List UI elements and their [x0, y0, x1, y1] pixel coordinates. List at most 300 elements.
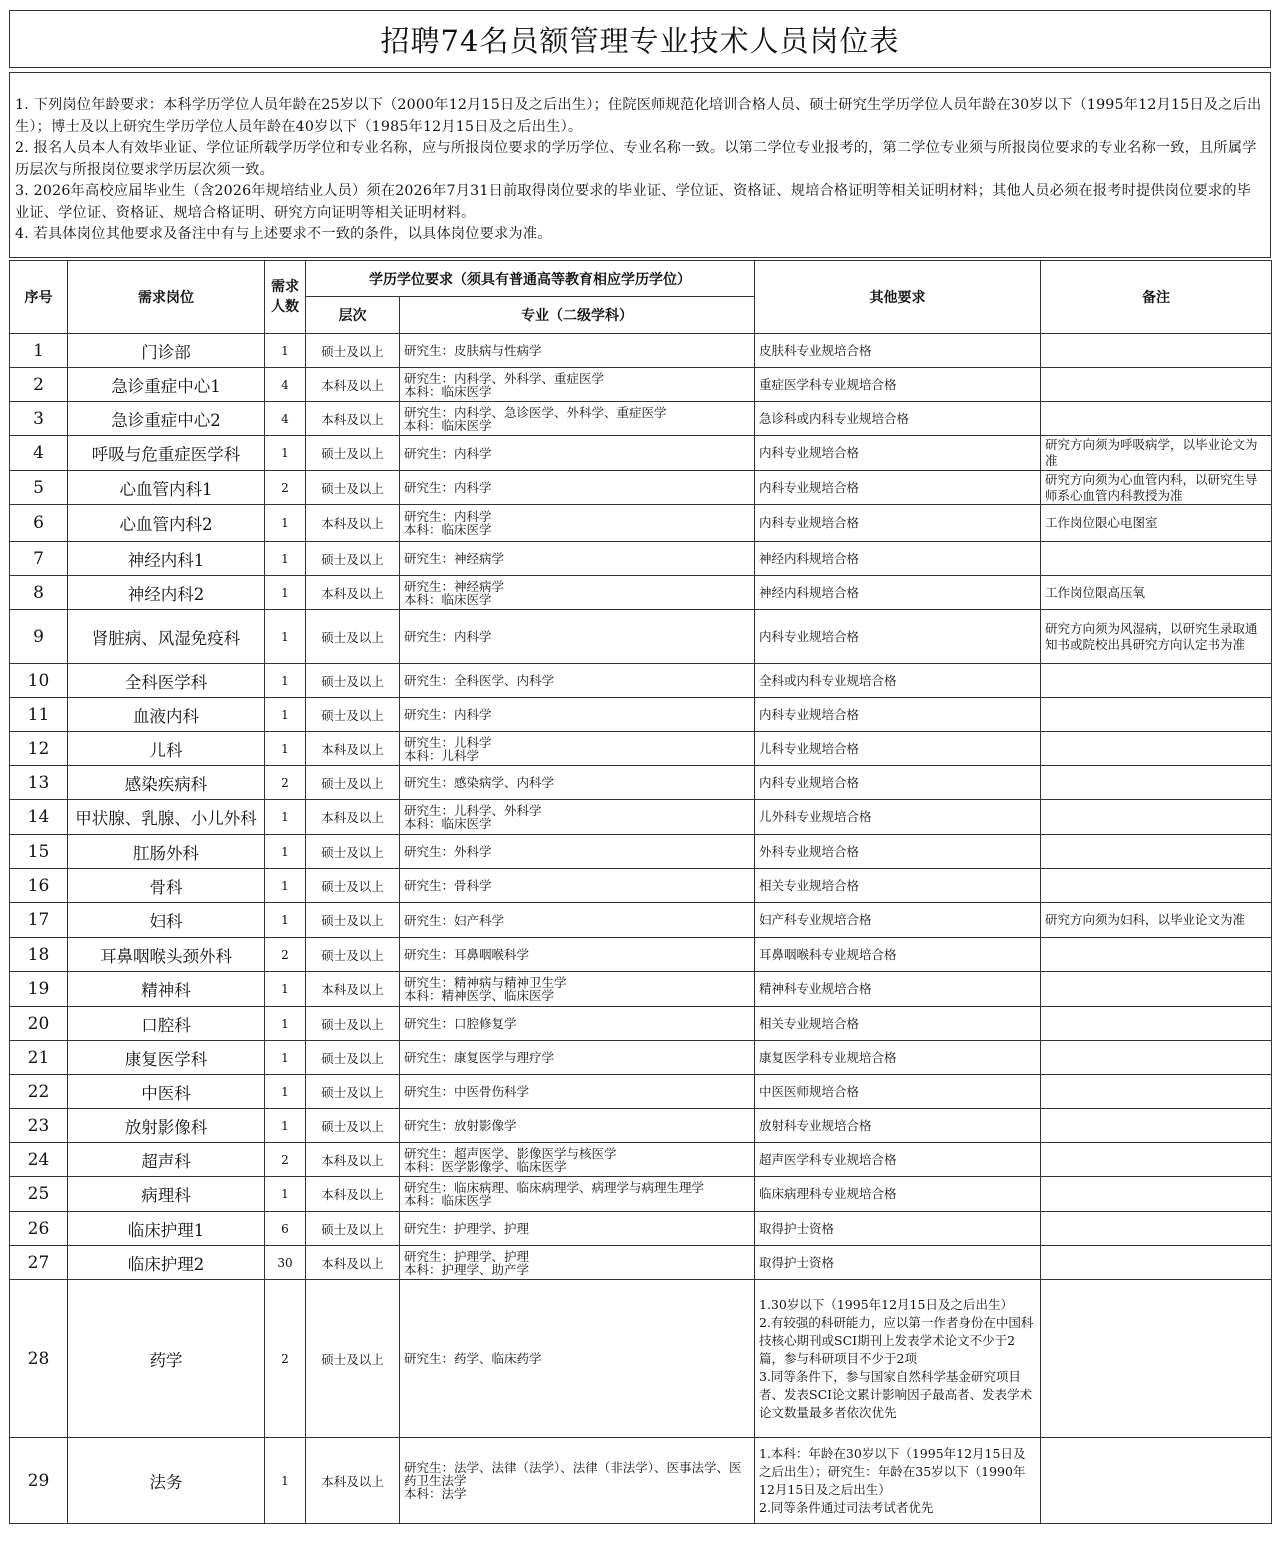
- row-other-requirements: [755, 505, 1041, 542]
- row-remark: [1041, 1007, 1272, 1041]
- requirement-line: 取得护士资格: [759, 1254, 835, 1270]
- major-line: 研究生：内科学: [404, 707, 492, 722]
- row-number: 10: [10, 664, 68, 698]
- row-number: 28: [10, 1280, 68, 1438]
- table-row: [10, 610, 1272, 664]
- row-remark: [1041, 1109, 1272, 1143]
- row-level: 硕士及以上: [306, 835, 400, 869]
- table-row: [10, 436, 1272, 471]
- row-remark: 研究方向须为呼吸病学，以毕业论文为准: [1041, 436, 1272, 471]
- requirement-line: 临床病理科专业规培合格: [759, 1186, 897, 1201]
- row-level: 硕士及以上: [306, 334, 400, 368]
- header-edu: 学历学位要求（须具有普通高等教育相应学历学位）: [306, 261, 755, 297]
- row-remark: [1041, 1075, 1272, 1109]
- row-post: 儿科: [68, 732, 265, 766]
- row-major: [400, 835, 755, 869]
- row-major: [400, 576, 755, 610]
- row-count: 2: [265, 471, 306, 505]
- requirement-line: 内科专业规培合格: [759, 479, 860, 495]
- row-number: 11: [10, 698, 68, 732]
- major-line: 本科：临床医学: [404, 383, 492, 399]
- row-number: 5: [10, 471, 68, 505]
- row-other-requirements: [755, 1280, 1041, 1438]
- row-remark: [1041, 835, 1272, 869]
- table-row: [10, 1177, 1272, 1212]
- row-count: 6: [265, 1212, 306, 1246]
- row-count: 30: [265, 1246, 306, 1280]
- major-line: 本科：临床医学: [404, 417, 492, 433]
- table-row: [10, 471, 1272, 505]
- row-count: 1: [265, 1007, 306, 1041]
- row-other-requirements: [755, 1109, 1041, 1143]
- requirement-line: 内科专业规培合格: [759, 445, 860, 460]
- row-level: 硕士及以上: [306, 610, 400, 664]
- row-number: 1: [10, 334, 68, 368]
- row-remark: [1041, 938, 1272, 972]
- row-post: 肛肠外科: [68, 835, 265, 869]
- table-row: [10, 1075, 1272, 1109]
- row-count: 1: [265, 542, 306, 576]
- table-row: [10, 972, 1272, 1007]
- row-remark: 研究方向须为妇科，以毕业论文为准: [1041, 903, 1272, 938]
- row-other-requirements: [755, 869, 1041, 903]
- row-other-requirements: [755, 938, 1041, 972]
- row-level: 硕士及以上: [306, 1075, 400, 1109]
- major-line: 研究生：康复医学与理疗学: [404, 1050, 555, 1065]
- major-line: 研究生：精神病与精神卫生学: [404, 975, 567, 990]
- row-number: 12: [10, 732, 68, 766]
- row-remark: [1041, 732, 1272, 766]
- row-number: 20: [10, 1007, 68, 1041]
- table-row: [10, 835, 1272, 869]
- requirement-line: 儿科专业规培合格: [759, 740, 860, 756]
- table-row: [10, 1212, 1272, 1246]
- row-post: 血液内科: [68, 698, 265, 732]
- row-level: 本科及以上: [306, 368, 400, 402]
- row-post: 法务: [68, 1438, 265, 1524]
- row-count: 1: [265, 664, 306, 698]
- row-number: 27: [10, 1246, 68, 1280]
- major-line: 本科：临床医学: [404, 591, 492, 607]
- row-level: 硕士及以上: [306, 903, 400, 938]
- row-major: [400, 1109, 755, 1143]
- major-line: 研究生：内科学、急诊医学、外科学、重症医学: [404, 404, 667, 420]
- row-major: [400, 471, 755, 505]
- major-line: 研究生：法学、法律（法学）、法律（非法学）、医事法学、医药卫生法学: [404, 1460, 742, 1488]
- row-remark: [1041, 1143, 1272, 1177]
- requirement-line: 神经内科规培合格: [759, 550, 860, 566]
- row-number: 13: [10, 766, 68, 800]
- table-body: [10, 334, 1272, 1524]
- row-major: [400, 938, 755, 972]
- row-other-requirements: [755, 972, 1041, 1007]
- row-post: 放射影像科: [68, 1109, 265, 1143]
- row-level: 硕士及以上: [306, 698, 400, 732]
- row-major: [400, 1212, 755, 1246]
- requirement-line: 重症医学科专业规培合格: [759, 376, 897, 392]
- row-level: 本科及以上: [306, 402, 400, 436]
- row-post: 妇科: [68, 903, 265, 938]
- row-count: 2: [265, 938, 306, 972]
- row-count: 4: [265, 402, 306, 436]
- major-line: 研究生：妇产科学: [404, 912, 505, 928]
- row-count: 1: [265, 1041, 306, 1075]
- row-remark: [1041, 1212, 1272, 1246]
- row-major: [400, 334, 755, 368]
- major-line: 本科：临床医学: [404, 1193, 492, 1208]
- row-other-requirements: [755, 1143, 1041, 1177]
- row-level: 硕士及以上: [306, 1007, 400, 1041]
- row-post: 临床护理2: [68, 1246, 265, 1280]
- title-box: [9, 10, 1271, 68]
- requirement-line: 2.同等条件通过司法考试者优先: [759, 1499, 934, 1515]
- major-line: 本科：护理学、助产学: [404, 1261, 530, 1277]
- table-row: [10, 1109, 1272, 1143]
- row-major: [400, 972, 755, 1007]
- major-line: 研究生：神经病学: [404, 578, 505, 594]
- header-other: 其他要求: [755, 261, 1041, 334]
- major-line: 研究生：内科学: [404, 480, 492, 495]
- major-line: 研究生：外科学: [404, 844, 492, 859]
- row-remark: [1041, 368, 1272, 402]
- requirement-line: 中医医师规培合格: [759, 1083, 860, 1099]
- major-line: 研究生：内科学、外科学、重症医学: [404, 370, 605, 386]
- row-remark: [1041, 1246, 1272, 1280]
- row-major: [400, 664, 755, 698]
- row-remark: [1041, 972, 1272, 1007]
- row-other-requirements: [755, 610, 1041, 664]
- row-post: 耳鼻咽喉头颈外科: [68, 938, 265, 972]
- row-post: 药学: [68, 1280, 265, 1438]
- row-remark: [1041, 800, 1272, 835]
- row-post: 神经内科1: [68, 542, 265, 576]
- table-row: [10, 1041, 1272, 1075]
- requirement-line: 相关专业规培合格: [759, 877, 860, 893]
- header-no: 序号: [10, 261, 68, 334]
- row-number: 29: [10, 1438, 68, 1524]
- requirement-line: 内科专业规培合格: [759, 628, 860, 644]
- major-line: 研究生：皮肤病与性病学: [404, 343, 542, 358]
- row-level: 本科及以上: [306, 576, 400, 610]
- major-line: 本科：临床医学: [404, 522, 492, 537]
- row-count: 1: [265, 698, 306, 732]
- major-line: 研究生：中医骨伤科学: [404, 1084, 530, 1099]
- row-post: 甲状腺、乳腺、小儿外科: [68, 800, 265, 835]
- row-level: 硕士及以上: [306, 1280, 400, 1438]
- row-major: [400, 436, 755, 471]
- row-number: 23: [10, 1109, 68, 1143]
- requirement-line: 放射科专业规培合格: [759, 1117, 872, 1133]
- row-major: [400, 800, 755, 835]
- row-other-requirements: [755, 542, 1041, 576]
- row-count: 4: [265, 368, 306, 402]
- row-level: 硕士及以上: [306, 1041, 400, 1075]
- row-level: 硕士及以上: [306, 471, 400, 505]
- row-post: 骨科: [68, 869, 265, 903]
- row-post: 呼吸与危重症医学科: [68, 436, 265, 471]
- row-count: 1: [265, 903, 306, 938]
- row-remark: [1041, 334, 1272, 368]
- row-remark: [1041, 1438, 1272, 1524]
- row-number: 9: [10, 610, 68, 664]
- row-post: 超声科: [68, 1143, 265, 1177]
- requirements-notes: [9, 72, 1271, 258]
- major-line: 研究生：放射影像学: [404, 1118, 517, 1133]
- row-level: 硕士及以上: [306, 1212, 400, 1246]
- row-other-requirements: [755, 903, 1041, 938]
- header-note: 备注: [1041, 261, 1272, 334]
- row-other-requirements: [755, 334, 1041, 368]
- row-remark: [1041, 869, 1272, 903]
- row-count: 1: [265, 972, 306, 1007]
- row-major: [400, 766, 755, 800]
- requirement-line: 取得护士资格: [759, 1220, 835, 1236]
- row-level: 本科及以上: [306, 1177, 400, 1212]
- requirement-line: 精神科专业规培合格: [759, 981, 872, 996]
- row-major: [400, 610, 755, 664]
- row-post: 门诊部: [68, 334, 265, 368]
- row-level: 硕士及以上: [306, 938, 400, 972]
- row-post: 临床护理1: [68, 1212, 265, 1246]
- row-post: 急诊重症中心1: [68, 368, 265, 402]
- requirement-line: 急诊科或内科专业规培合格: [759, 410, 910, 426]
- row-major: [400, 505, 755, 542]
- row-level: 硕士及以上: [306, 766, 400, 800]
- row-other-requirements: [755, 402, 1041, 436]
- row-post: 中医科: [68, 1075, 265, 1109]
- row-number: 19: [10, 972, 68, 1007]
- major-line: 研究生：神经病学: [404, 551, 505, 566]
- row-level: 本科及以上: [306, 1438, 400, 1524]
- row-remark: [1041, 1177, 1272, 1212]
- row-remark: [1041, 766, 1272, 800]
- row-remark: 工作岗位限心电图室: [1041, 505, 1272, 542]
- table-row: [10, 334, 1272, 368]
- requirement-line: 相关专业规培合格: [759, 1015, 860, 1031]
- major-line: 本科：临床医学: [404, 816, 492, 831]
- row-remark: [1041, 402, 1272, 436]
- major-line: 本科：精神医学、临床医学: [404, 988, 555, 1003]
- row-major: [400, 1177, 755, 1212]
- row-number: 16: [10, 869, 68, 903]
- row-count: 2: [265, 1280, 306, 1438]
- requirement-line: 外科专业规培合格: [759, 843, 860, 859]
- requirement-line: 超声医学科专业规培合格: [759, 1151, 897, 1167]
- row-major: [400, 402, 755, 436]
- table-row: [10, 698, 1272, 732]
- row-other-requirements: [755, 1177, 1041, 1212]
- row-count: 1: [265, 732, 306, 766]
- row-level: 硕士及以上: [306, 869, 400, 903]
- note-3: 3. 2026年高校应届毕业生（含2026年规培结业人员）须在2026年7月31日前取得岗位要求的毕业证、学位证、资格证、规培合格证明等相关证明材料；其他人员必须在报考时提供岗位要求的毕业证、学位证、资格证、规培合格证明、研究方向证明等相关证明材料。: [15, 183, 1252, 221]
- row-count: 1: [265, 835, 306, 869]
- row-level: 本科及以上: [306, 972, 400, 1007]
- major-line: 研究生：全科医学、内科学: [404, 673, 555, 688]
- row-remark: 研究方向须为心血管内科，以研究生导师系心血管内科教授为准: [1041, 471, 1272, 505]
- row-remark: [1041, 542, 1272, 576]
- requirement-line: 全科或内科专业规培合格: [759, 672, 897, 688]
- row-other-requirements: [755, 1246, 1041, 1280]
- major-line: 研究生：感染病学、内科学: [404, 775, 555, 790]
- row-major: [400, 1143, 755, 1177]
- row-post: 感染疾病科: [68, 766, 265, 800]
- row-other-requirements: [755, 368, 1041, 402]
- page: [9, 10, 1271, 1524]
- requirement-line: 儿外科专业规培合格: [759, 809, 872, 824]
- table-row: [10, 869, 1272, 903]
- row-other-requirements: [755, 471, 1041, 505]
- requirement-line: 妇产科专业规培合格: [759, 912, 872, 927]
- row-number: 24: [10, 1143, 68, 1177]
- row-number: 4: [10, 436, 68, 471]
- row-other-requirements: [755, 664, 1041, 698]
- row-count: 1: [265, 436, 306, 471]
- row-other-requirements: [755, 1438, 1041, 1524]
- row-remark: 研究方向须为风湿病，以研究生录取通知书或院校出具研究方向认定书为准: [1041, 610, 1272, 664]
- major-line: 研究生：儿科学: [404, 734, 492, 750]
- requirement-line: 康复医学科专业规培合格: [759, 1049, 897, 1065]
- header-post: 需求岗位: [68, 261, 265, 334]
- row-other-requirements: [755, 576, 1041, 610]
- row-count: 1: [265, 869, 306, 903]
- table-row: [10, 903, 1272, 938]
- row-level: 硕士及以上: [306, 1109, 400, 1143]
- row-count: 1: [265, 1109, 306, 1143]
- row-number: 21: [10, 1041, 68, 1075]
- row-post: 全科医学科: [68, 664, 265, 698]
- row-major: [400, 698, 755, 732]
- row-major: [400, 1280, 755, 1438]
- table-row: [10, 1143, 1272, 1177]
- row-post: 精神科: [68, 972, 265, 1007]
- row-number: 17: [10, 903, 68, 938]
- row-number: 8: [10, 576, 68, 610]
- row-other-requirements: [755, 1007, 1041, 1041]
- row-number: 2: [10, 368, 68, 402]
- requirement-line: 1.30岁以下（1995年12月15日及之后出生）: [759, 1296, 1013, 1312]
- major-line: 研究生：内科学: [404, 629, 492, 644]
- row-major: [400, 903, 755, 938]
- row-major: [400, 1007, 755, 1041]
- row-post: 肾脏病、风湿免疫科: [68, 610, 265, 664]
- major-line: 研究生：口腔修复学: [404, 1016, 517, 1031]
- requirement-line: 耳鼻咽喉科专业规培合格: [759, 946, 897, 962]
- row-other-requirements: [755, 1041, 1041, 1075]
- table-row: [10, 368, 1272, 402]
- requirement-line: 3.同等条件下，参与国家自然科学基金研究项目者、发表SCI论文累计影响因子最高者、发表学术论文数量最多者依次优先: [759, 1368, 1033, 1420]
- row-level: 本科及以上: [306, 1143, 400, 1177]
- row-other-requirements: [755, 766, 1041, 800]
- row-other-requirements: [755, 1212, 1041, 1246]
- row-post: 病理科: [68, 1177, 265, 1212]
- row-post: 口腔科: [68, 1007, 265, 1041]
- table-row: [10, 800, 1272, 835]
- requirement-line: 2.有较强的科研能力，应以第一作者身份在中国科技核心期刊或SCI期刊上发表学术论文不少于2篇，参与科研项目不少于2项: [759, 1314, 1034, 1366]
- row-remark: [1041, 698, 1272, 732]
- row-count: 1: [265, 334, 306, 368]
- major-line: 研究生：骨科学: [404, 878, 492, 893]
- row-other-requirements: [755, 1075, 1041, 1109]
- row-remark: [1041, 664, 1272, 698]
- major-line: 本科：儿科学: [404, 747, 480, 763]
- row-post: 心血管内科2: [68, 505, 265, 542]
- row-major: [400, 1041, 755, 1075]
- row-other-requirements: [755, 800, 1041, 835]
- header-major: 专业（二级学科）: [400, 297, 755, 334]
- major-line: 研究生：内科学: [404, 445, 492, 461]
- row-count: 2: [265, 1143, 306, 1177]
- row-number: 25: [10, 1177, 68, 1212]
- row-major: [400, 1438, 755, 1524]
- major-line: 研究生：超声医学、影像医学与核医学: [404, 1145, 617, 1161]
- row-remark: [1041, 1280, 1272, 1438]
- table-row: [10, 1007, 1272, 1041]
- table-row: [10, 505, 1272, 542]
- row-level: 硕士及以上: [306, 664, 400, 698]
- table-row: [10, 576, 1272, 610]
- row-level: 硕士及以上: [306, 542, 400, 576]
- row-number: 15: [10, 835, 68, 869]
- major-line: 研究生：药学、临床药学: [404, 1351, 542, 1366]
- row-remark: [1041, 1041, 1272, 1075]
- major-line: 本科：医学影像学、临床医学: [404, 1158, 567, 1174]
- row-other-requirements: [755, 698, 1041, 732]
- row-count: 1: [265, 1438, 306, 1524]
- major-line: 研究生：耳鼻咽喉科学: [404, 947, 530, 962]
- requirement-line: 皮肤科专业规培合格: [759, 342, 872, 358]
- row-major: [400, 732, 755, 766]
- table-row: [10, 402, 1272, 436]
- positions-table: [9, 260, 1272, 1524]
- row-number: 7: [10, 542, 68, 576]
- row-major: [400, 1075, 755, 1109]
- header-count: 需求人数: [265, 261, 306, 334]
- row-count: 1: [265, 800, 306, 835]
- table-row: [10, 766, 1272, 800]
- requirement-line: 内科专业规培合格: [759, 515, 860, 530]
- row-major: [400, 542, 755, 576]
- row-level: 本科及以上: [306, 1246, 400, 1280]
- table-row: [10, 1438, 1272, 1524]
- row-other-requirements: [755, 732, 1041, 766]
- requirement-line: 内科专业规培合格: [759, 774, 860, 790]
- table-row: [10, 732, 1272, 766]
- table-row: [10, 542, 1272, 576]
- row-level: 本科及以上: [306, 800, 400, 835]
- page-title: 招聘74名员额管理专业技术人员岗位表: [380, 23, 900, 58]
- note-2: 2. 报名人员本人有效毕业证、学位证所载学历学位和专业名称，应与所报岗位要求的学历学位、专业名称一致。以第二学位专业报考的，第二学位专业须与所报岗位要求的专业名称一致，且所属学历层次与所报岗位要求学历层次须一致。: [15, 140, 1257, 178]
- major-line: 本科：法学: [404, 1486, 467, 1501]
- row-post: 康复医学科: [68, 1041, 265, 1075]
- row-post: 急诊重症中心2: [68, 402, 265, 436]
- table-row: [10, 664, 1272, 698]
- row-other-requirements: [755, 835, 1041, 869]
- requirement-line: 神经内科规培合格: [759, 584, 860, 600]
- row-number: 3: [10, 402, 68, 436]
- row-major: [400, 869, 755, 903]
- major-line: 研究生：内科学: [404, 509, 492, 524]
- row-number: 6: [10, 505, 68, 542]
- row-count: 1: [265, 1075, 306, 1109]
- row-count: 2: [265, 766, 306, 800]
- major-line: 研究生：护理学、护理: [404, 1248, 530, 1264]
- note-1: 1. 下列岗位年龄要求：本科学历学位人员年龄在25岁以下（2000年12月15日及之后出生）；住院医师规范化培训合格人员、硕士研究生学历学位人员年龄在30岁以下（1995年12月15日及之后出生）；博士及以上研究生学历学位人员年龄在40岁以下（1985年12月15日及之后出生）。: [15, 97, 1262, 135]
- row-number: 14: [10, 800, 68, 835]
- table-row: [10, 1246, 1272, 1280]
- row-level: 本科及以上: [306, 732, 400, 766]
- row-count: 1: [265, 576, 306, 610]
- major-line: 研究生：临床病理、临床病理学、病理学与病理生理学: [404, 1180, 705, 1195]
